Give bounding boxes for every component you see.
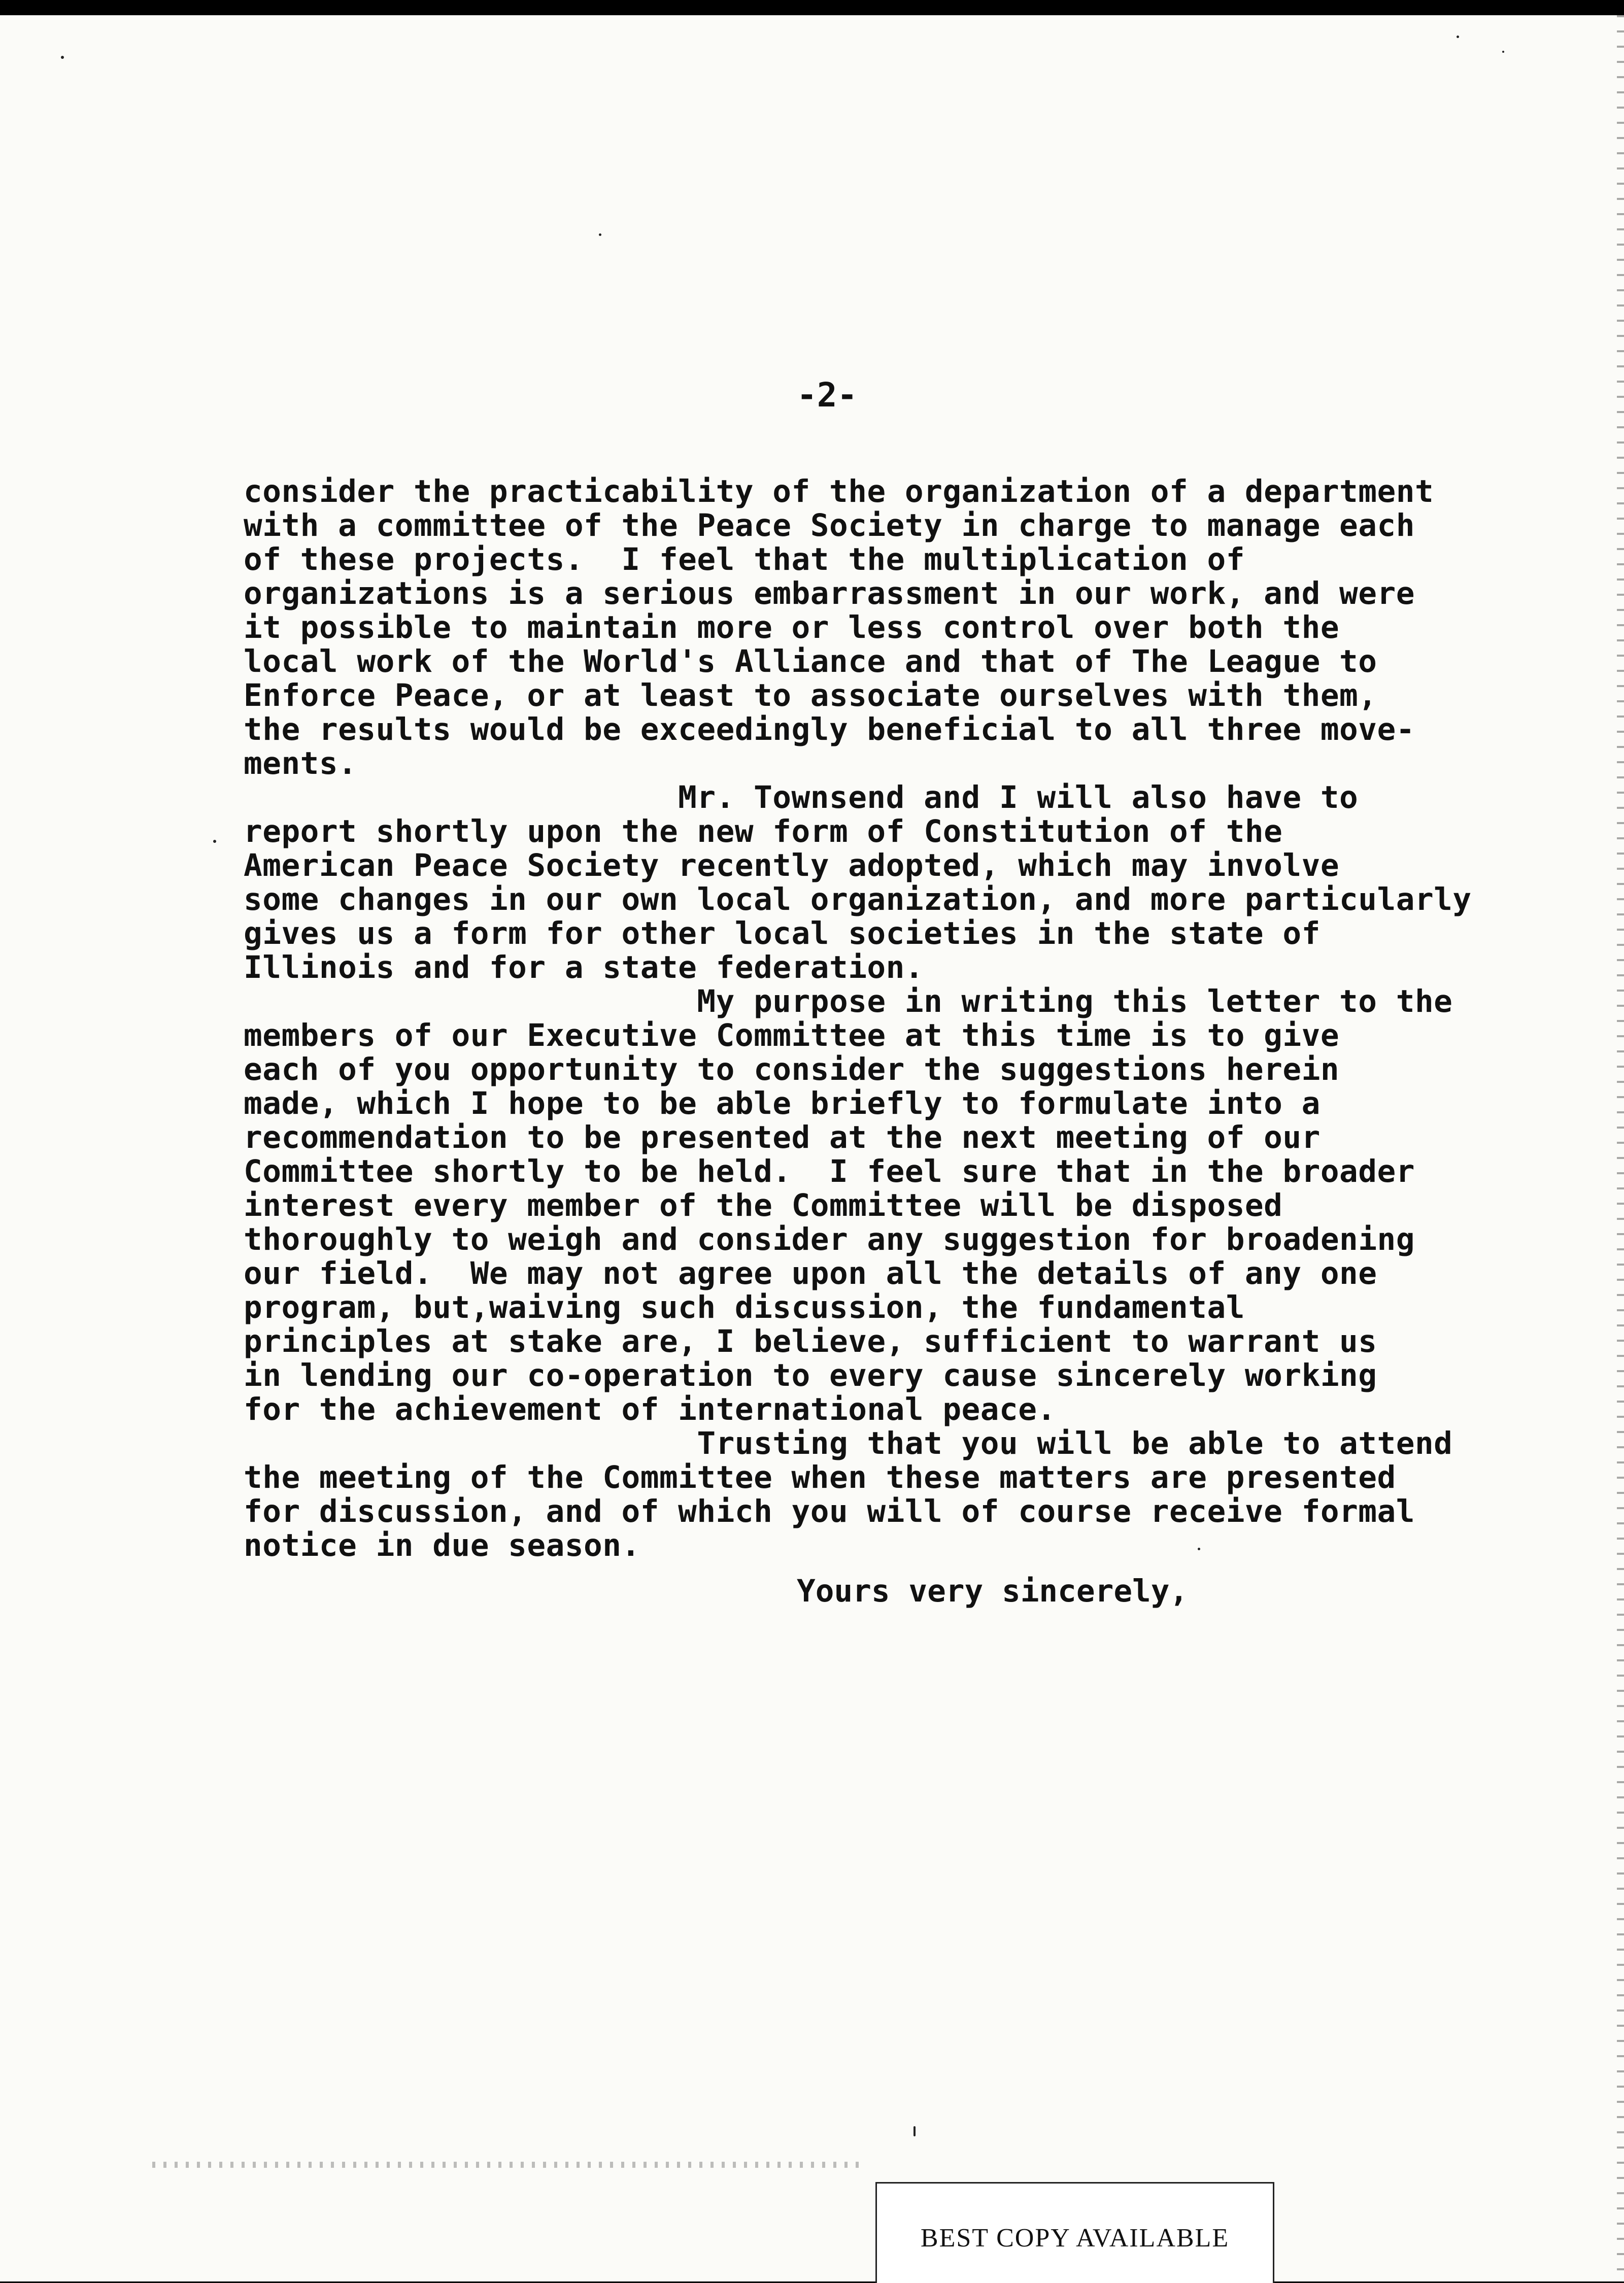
letter-line: organizations is a serious embarrassment in our work, and were	[244, 575, 1415, 611]
letter-line: My purpose in writing this letter to the	[244, 983, 1453, 1019]
scan-speck	[213, 840, 216, 843]
letter-line: our field. We may not agree upon all the details of any one	[244, 1255, 1377, 1291]
letter-line: some changes in our own local organization, and more particularly	[244, 881, 1472, 917]
closing-salutation: Yours very sincerely,	[797, 1573, 1189, 1609]
letter-line: local work of the World's Alliance and that of The League to	[244, 643, 1377, 679]
letter-line: Enforce Peace, or at least to associate ourselves with them,	[244, 677, 1377, 713]
best-copy-label: BEST COPY AVAILABLE	[920, 2224, 1230, 2253]
letter-line: for the achievement of international peace.	[244, 1391, 1056, 1427]
letter-line: members of our Executive Committee at this time is to give	[244, 1017, 1340, 1053]
scan-speck	[61, 56, 64, 59]
letter-line: consider the practicability of the organization of a department	[244, 473, 1434, 509]
letter-line: with a committee of the Peace Society in charge to manage each	[244, 507, 1415, 543]
letter-line: ments.	[244, 745, 357, 781]
page-number: -2-	[797, 376, 858, 415]
letter-line: principles at stake are, I believe, sufficient to warrant us	[244, 1323, 1377, 1359]
letter-line: notice in due season.	[244, 1527, 640, 1563]
scan-speck	[1502, 51, 1504, 53]
scan-noise-right-edge	[1617, 15, 1624, 2281]
letter-line: of these projects. I feel that the multiplication of	[244, 541, 1245, 577]
scan-speck	[1457, 36, 1459, 38]
letter-line: the results would be exceedingly beneficial to all three move-	[244, 711, 1415, 747]
letter-line: gives us a form for other local societies in the state of	[244, 915, 1321, 951]
letter-line: the meeting of the Committee when these matters are presented	[244, 1459, 1396, 1495]
letter-line: made, which I hope to be able briefly to formulate into a	[244, 1085, 1321, 1121]
letter-line: for discussion, and of which you will of course receive formal	[244, 1493, 1415, 1529]
letter-line: Illinois and for a state federation.	[244, 949, 924, 985]
scan-speck	[913, 2126, 916, 2136]
letter-line: Committee shortly to be held. I feel sure that in the broader	[244, 1153, 1415, 1189]
letter-line: American Peace Society recently adopted, which may involve	[244, 847, 1340, 883]
letter-line: Trusting that you will be able to attend	[244, 1425, 1453, 1461]
letter-line: interest every member of the Committee will be disposed	[244, 1187, 1283, 1223]
letter-line: each of you opportunity to consider the suggestions herein	[244, 1051, 1340, 1087]
letter-body	[244, 474, 1543, 1562]
letter-line: Mr. Townsend and I will also have to	[244, 779, 1359, 815]
scan-noise-bottom	[152, 2162, 863, 2168]
letter-line: thoroughly to weigh and consider any suggestion for broadening	[244, 1221, 1415, 1257]
letter-line: in lending our co-operation to every cause sincerely working	[244, 1357, 1377, 1393]
scan-speck	[599, 233, 601, 236]
letter-line: program, but,waiving such discussion, the fundamental	[244, 1289, 1245, 1325]
letter-line: report shortly upon the new form of Constitution of the	[244, 813, 1283, 849]
letter-line: it possible to maintain more or less control over both the	[244, 609, 1340, 645]
best-copy-stamp	[875, 2182, 1274, 2283]
letter-line: recommendation to be presented at the next meeting of our	[244, 1119, 1321, 1155]
